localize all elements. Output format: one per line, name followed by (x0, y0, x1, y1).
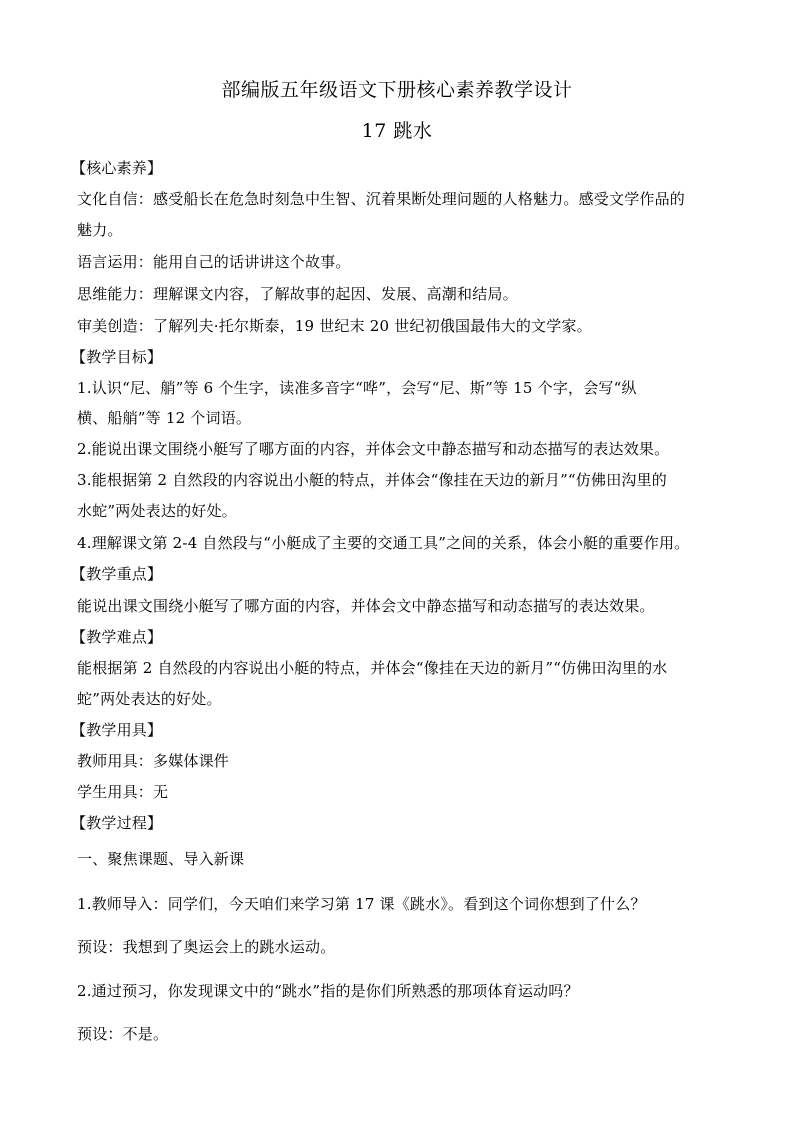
section-heading-teaching-process: 【教学过程】 (71, 814, 163, 832)
paragraph-line: 水蛇”两处表达的好处。 (77, 502, 237, 520)
paragraph-line: 能根据第 2 自然段的内容说出小艇的特点，并体会“像挂在天边的新月”“仿佛田沟里的水 (77, 659, 668, 677)
section-heading-teaching-objectives: 【教学目标】 (71, 348, 163, 366)
paragraph-line: 语言运用：能用自己的话讲讲这个故事。 (77, 253, 351, 271)
paragraph-line: 预设：我想到了奥运会上的跳水运动。 (77, 938, 336, 956)
paragraph-line: 1.认识“尼、艄”等 6 个生字，读准多音字“哗”，会写“尼、斯”等 15 个字，会写“纵 (77, 379, 637, 397)
paragraph-line: 2.通过预习，你发现课文中的“跳水”指的是你们所熟悉的那项体育运动吗？ (77, 982, 579, 1000)
paragraph-line: 2.能说出课文围绕小艇写了哪方面的内容，并体会文中静态描写和动态描写的表达效果。 (77, 440, 670, 458)
paragraph-line: 4.理解课文第 2-4 自然段与“小艇成了主要的交通工具”之间的关系，体会小艇的重要作用。 (77, 534, 690, 552)
lesson-title: 17 跳水 (361, 120, 433, 142)
paragraph-line: 学生用具：无 (77, 783, 169, 801)
paragraph-line: 教师用具：多媒体课件 (77, 752, 230, 770)
section-heading-core-literacy: 【核心素养】 (71, 159, 163, 177)
paragraph-line: 能说出课文围绕小艇写了哪方面的内容，并体会文中静态描写和动态描写的表达效果。 (77, 597, 655, 615)
section-heading-teaching-tools: 【教学用具】 (71, 721, 163, 739)
paragraph-line: 思维能力：理解课文内容，了解故事的起因、发展、高潮和结局。 (77, 285, 518, 303)
section-heading-key-points: 【教学重点】 (71, 565, 163, 583)
paragraph-line: 审美创造：了解列夫·托尔斯泰，19 世纪末 20 世纪初俄国最伟大的文学家。 (77, 317, 592, 335)
document-title: 部编版五年级语文下册核心素养教学设计 (221, 79, 573, 101)
paragraph-line: 3.能根据第 2 自然段的内容说出小艇的特点，并体会“像挂在天边的新月”“仿佛田沟里的 (77, 471, 668, 489)
paragraph-line: 魅力。 (77, 221, 123, 239)
paragraph-line: 文化自信：感受船长在危急时刻急中生智、沉着果断处理问题的人格魅力。感受文学作品的 (77, 190, 686, 208)
paragraph-line: 一、聚焦课题、导入新课 (77, 850, 245, 868)
paragraph-line: 预设：不是。 (77, 1025, 169, 1043)
paragraph-line: 1.教师导入：同学们，今天咱们来学习第 17 课《跳水》。看到这个词你想到了什么？ (77, 895, 646, 913)
paragraph-line: 横、船艄”等 12 个词语。 (77, 409, 252, 427)
paragraph-line: 蛇”两处表达的好处。 (77, 690, 222, 708)
section-heading-difficulties: 【教学难点】 (71, 628, 163, 646)
